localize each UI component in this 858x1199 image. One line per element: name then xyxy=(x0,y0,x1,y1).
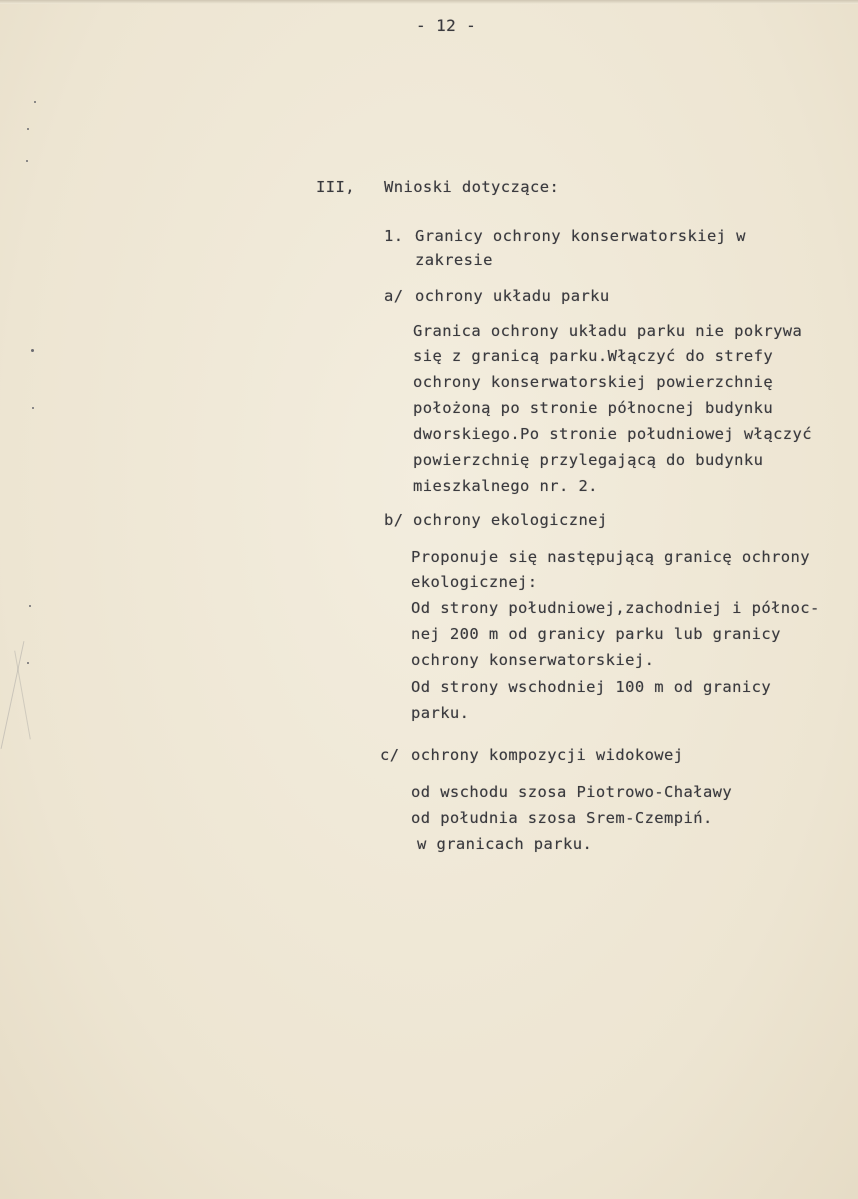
subsection-b-line: nej 200 m od granicy parku lub granicy xyxy=(411,625,781,643)
subsection-b-line: Od strony południowej,zachodniej i północ- xyxy=(411,599,820,617)
scan-speck xyxy=(27,128,29,130)
scan-speck xyxy=(27,662,29,664)
margin-mark xyxy=(1,641,25,749)
subsection-c-line: od wschodu szosa Piotrowo-Chaławy xyxy=(411,783,733,801)
subsection-b-heading: ochrony ekologicznej xyxy=(413,511,608,529)
subsection-b-label: b/ xyxy=(384,511,404,529)
scan-speck xyxy=(29,605,31,607)
subsection-a-line: położoną po stronie północnej budynku xyxy=(413,399,774,417)
item1-line: Granicy ochrony konserwatorskiej w xyxy=(415,227,746,245)
page-top-edge xyxy=(0,0,858,4)
scan-speck xyxy=(32,407,34,409)
section-title: Wnioski dotyczące: xyxy=(384,178,560,196)
subsection-c-line: od południa szosa Srem-Czempiń. xyxy=(411,809,713,827)
subsection-c-line: w granicach parku. xyxy=(417,835,593,853)
subsection-a-label: a/ xyxy=(384,287,404,305)
section-numeral: III, xyxy=(316,178,355,196)
subsection-b-line: parku. xyxy=(411,704,470,722)
subsection-a-line: mieszkalnego nr. 2. xyxy=(413,477,598,495)
subsection-c-label: c/ xyxy=(380,746,400,764)
subsection-b-line: ekologicznej: xyxy=(411,573,538,591)
scan-speck xyxy=(34,101,36,103)
scan-speck xyxy=(26,160,28,162)
scan-speck xyxy=(31,349,34,352)
item1-line: zakresie xyxy=(415,251,493,269)
item1-number: 1. xyxy=(384,227,404,245)
subsection-b-line: Od strony wschodniej 100 m od granicy xyxy=(411,678,772,696)
subsection-a-line: powierzchnię przylegającą do budynku xyxy=(413,451,764,469)
subsection-c-heading: ochrony kompozycji widokowej xyxy=(411,746,684,764)
subsection-b-line: ochrony konserwatorskiej. xyxy=(411,651,655,669)
subsection-b-line: Proponuje się następującą granicę ochrony xyxy=(411,548,811,566)
subsection-a-line: Granica ochrony układu parku nie pokrywa xyxy=(413,322,803,340)
subsection-a-line: ochrony konserwatorskiej powierzchnię xyxy=(413,373,774,391)
page-number: - 12 - xyxy=(416,16,477,35)
subsection-a-line: dworskiego.Po stronie południowej włączyć xyxy=(413,425,813,443)
subsection-a-line: się z granicą parku.Włączyć do strefy xyxy=(413,347,774,365)
subsection-a-heading: ochrony układu parku xyxy=(415,287,610,305)
